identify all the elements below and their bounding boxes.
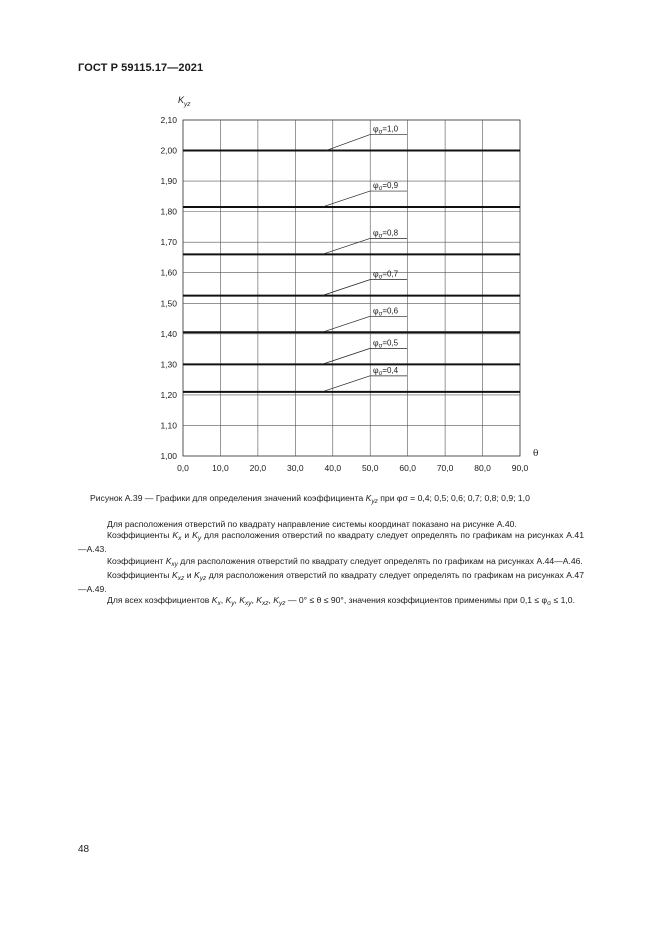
series-label: $\varphi_\sigma=0,9$ [373, 181, 399, 193]
x-tick-label: 90,0 [511, 463, 529, 473]
chart-curves [183, 125, 520, 392]
y-tick-label: 1,80 [160, 206, 177, 217]
series-leader-line [322, 348, 370, 364]
x-tick-label: 50,0 [361, 463, 379, 473]
y-tick-label: 1,20 [160, 389, 177, 400]
y-tick-label: 1,90 [160, 176, 177, 187]
series-label: $\varphi_\sigma=0,5$ [373, 338, 399, 350]
series-label: $\varphi_\sigma=0,7$ [373, 269, 399, 281]
series-leader-line [322, 316, 370, 332]
page-number: 48 [78, 844, 90, 855]
series-label: $\varphi_\sigma=0,4$ [373, 365, 399, 377]
plot-frame [183, 120, 520, 456]
document-header: ГОСТ Р 59115.17—2021 [78, 62, 204, 74]
x-tick-label: 80,0 [474, 463, 491, 473]
series-label: $\varphi_\sigma=1,0$ [373, 124, 399, 136]
paragraph: Коэффициент $K_{xy}$ для расположения отверстий по квадрату следует определять по графикам на рисунках А.44—А.46. [107, 555, 583, 568]
y-tick-label: 1,70 [160, 237, 177, 248]
y-tick-label: 1,10 [160, 420, 177, 431]
y-tick-label: 1,40 [160, 328, 177, 339]
y-tick-label: 1,50 [160, 298, 177, 309]
y-tick-label: 2,10 [160, 115, 177, 125]
x-tick-label: 10,0 [212, 463, 229, 473]
series-leader-line [322, 376, 370, 392]
x-tick-label: 70,0 [436, 463, 454, 473]
chart-grid [183, 120, 520, 456]
series-leader-line [322, 238, 370, 254]
x-tick-label: 20,0 [249, 463, 267, 473]
x-axis-label: θ [533, 449, 539, 459]
y-axis-label: $K_{yz}$ [178, 95, 191, 108]
figure-caption: Рисунок А.39 — Графики для определения значений коэффициента $K_{yz}$ при φσ = 0,4; 0,5; 0,6; 0,7; 0,8; 0,9; 1,0 [90, 493, 530, 505]
paragraph: Коэффициенты $K_{xz}$ и $K_{yz}$ для расположения отверстий по квадрату следует определять по графикам на рисунках А.47—А.49. [78, 569, 584, 595]
y-tick-label: 1,60 [160, 267, 177, 278]
series-leader-line [322, 191, 370, 207]
series-label: $\varphi_\sigma=0,8$ [373, 228, 399, 240]
y-tick-label: 1,00 [160, 451, 177, 461]
series-label: $\varphi_\sigma=0,6$ [373, 306, 399, 318]
series-leader-line [322, 280, 370, 296]
paragraph: Для всех коэффициентов $K_x$, $K_y$, $K_{xy}$, $K_{xz}$, $K_{yz}$ — 0° ≤ θ ≤ 90°, значения коэффициентов применимы при $0,1 \le \varphi_\sigma \le 1,0$. [107, 595, 575, 608]
chart-ticks [160, 115, 528, 473]
y-tick-label: 1,30 [160, 359, 177, 370]
paragraph: Коэффициенты $K_x$ и $K_y$ для расположения отверстий по квадрату следует определять по графикам на рисунках А.41—А.43. [78, 530, 584, 555]
paragraph: Для расположения отверстий по квадрату направление системы координат показано на рисунке А.40. [107, 519, 517, 529]
y-tick-label: 2,00 [160, 145, 177, 156]
x-tick-label: 0,0 [177, 463, 189, 473]
x-tick-label: 60,0 [399, 463, 416, 473]
x-tick-label: 30,0 [287, 463, 304, 473]
body-text [78, 519, 584, 609]
x-tick-label: 40,0 [324, 463, 342, 473]
